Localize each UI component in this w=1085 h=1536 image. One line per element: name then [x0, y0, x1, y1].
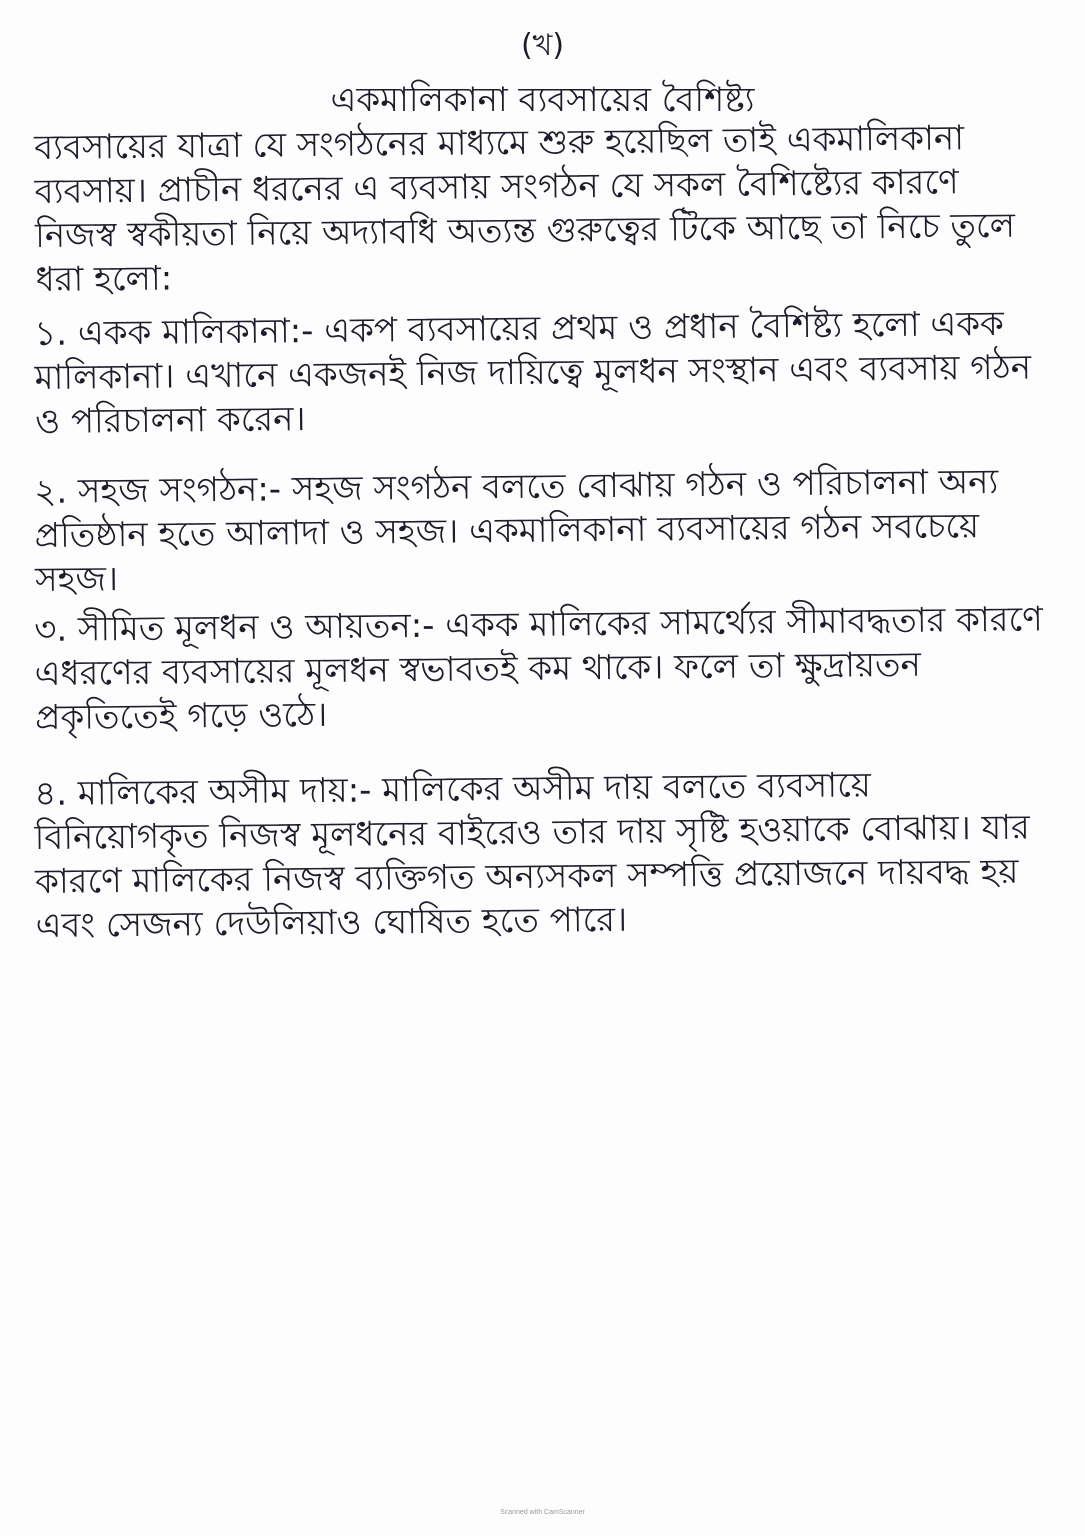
point-1-single-ownership: ১. একক মালিকানা:- একপ ব্যবসায়ের প্রথম ও প্রধান বৈশিষ্ট্য হলো একক মালিকানা। এখানে একজনই নিজ দায়িত্বে মূলধন সংস্থান এবং ব্যবসায় গঠন ও পরিচালনা করেন।: [34, 303, 1032, 442]
point-3-limited-capital: ৩. সীমিত মূলধন ও আয়তন:- একক মালিকের সামর্থ্যের সীমাবদ্ধতার কারণে এধরণের ব্যবসায়ের মূলধন স্বভাবতই কম থাকে। ফলে তা ক্ষুদ্রায়তন প্রকৃতিতেই গড়ে ওঠে।: [34, 599, 1043, 738]
page-number: (খ): [520, 28, 565, 63]
scanner-watermark: Scanned with CamScanner: [500, 1509, 585, 1516]
point-4-unlimited-liability: ৪. মালিকের অসীম দায়:- মালিকের অসীম দায় বলতে ব্যবসায়ে বিনিয়োগকৃত নিজস্ব মূলধনের বাইরেও তার দায় সৃষ্টি হওয়াকে বোঝায়। যার কারণে মালিকের নিজস্ব ব্যক্তিগত অন্যসকল সম্পত্তি প্রয়োজনে দায়বদ্ধ হয় এবং সেজন্য দেউলিয়াও ঘোষিত হতে পারে।: [34, 765, 1030, 946]
intro-paragraph: ব্যবসায়ের যাত্রা যে সংগঠনের মাধ্যমে শুরু হয়েছিল তাই একমালিকানা ব্যবসায়। প্রাচীন ধরনের এ ব্যবসায় সংগঠন যে সকল বৈশিষ্ট্যের কারণে নিজস্ব স্বকীয়তা নিয়ে অদ্যাবধি অত্যন্ত গুরুত্বের টিকে আছে তা নিচে তুলে ধরা হলো:: [34, 118, 1016, 300]
point-2-simple-organization: ২. সহজ সংগঠন:- সহজ সংগঠন বলতে বোঝায় গঠন ও পরিচালনা অন্য প্রতিষ্ঠান হতে আলাদা ও সহজ। একমালিকানা ব্যবসায়ের গঠন সবচেয়ে সহজ।: [34, 461, 999, 600]
page-title: একমালিকানা ব্যবসায়ের বৈশিষ্ট্য: [330, 80, 755, 120]
page-body: [34, 118, 1044, 948]
